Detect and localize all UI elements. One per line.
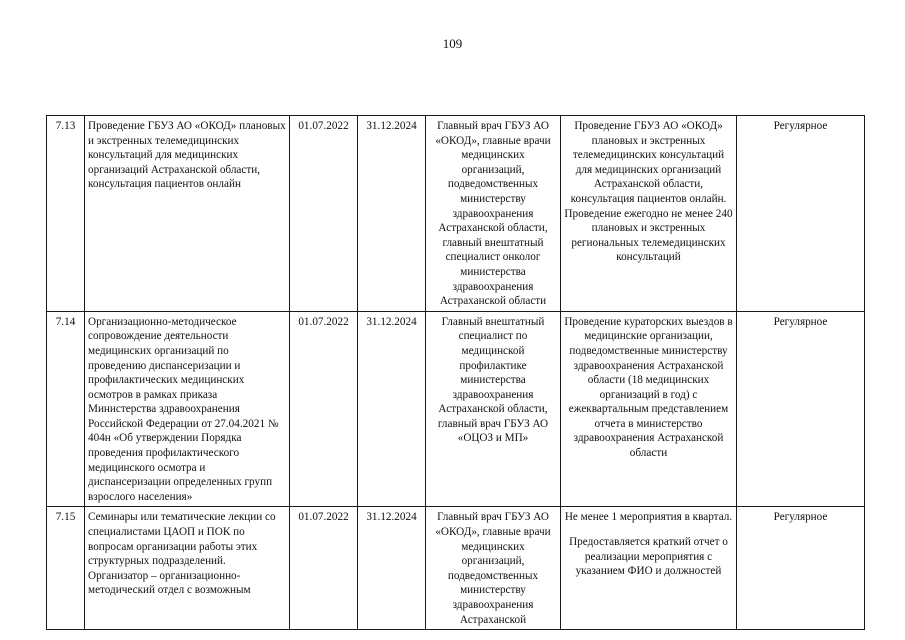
start-date: 01.07.2022 xyxy=(290,507,358,630)
result-note: Предоставляется краткий отчет о реализации мероприятия с указанием ФИО и должностей xyxy=(569,536,728,578)
page-number: 109 xyxy=(442,36,463,51)
periodicity: Регулярное xyxy=(737,116,865,312)
responsible: Главный внештатный специалист по медицинской профилактике министерства здравоохранения Астраханской области, главный врач ГБУЗ АО «ОЦОЗ и МП» xyxy=(426,311,561,507)
expected-result xyxy=(561,311,737,507)
activities-table xyxy=(46,115,865,630)
activity-name: Семинары или тематические лекции со специалистами ЦАОП и ПОК по вопросам организации работы этих структурных подразделений. Организатор – организационно-методический отдел с возможным xyxy=(85,507,290,630)
row-number: 7.15 xyxy=(47,507,85,630)
periodicity: Регулярное xyxy=(737,507,865,630)
activity-name: Организационно-методическое сопровождение деятельности медицинских организаций по проведению диспансеризации и профилактических медицинских осмотров в рамках приказа Министерства здравоохранения Российской Федерации от 27.04.2021 № 404н «Об утверждении Порядка проведения профилактического медицинского осмотра и диспансеризации определенных групп взрослого населения» xyxy=(85,311,290,507)
table-row xyxy=(47,507,865,630)
responsible: Главный врач ГБУЗ АО «ОКОД», главные врачи медицинских организаций, подведомственных министерству здравоохранения Астраханской области, главный внештатный специалист онколог министерства здравоохранения Астраханской области xyxy=(426,116,561,312)
responsible: Главный врач ГБУЗ АО «ОКОД», главные врачи медицинских организаций, подведомственных министерству здравоохранения Астраханской xyxy=(426,507,561,630)
row-number: 7.14 xyxy=(47,311,85,507)
expected-result xyxy=(561,507,737,630)
row-number: 7.13 xyxy=(47,116,85,312)
start-date: 01.07.2022 xyxy=(290,311,358,507)
end-date: 31.12.2024 xyxy=(358,311,426,507)
result-text: Проведение кураторских выездов в медицинские организации, подведомственные министерству здравоохранения Астраханской области (18 медицинских организаций в год) с ежеквартальным представлением отчета в министерство здравоохранения Астраханской области xyxy=(564,315,733,460)
table-row xyxy=(47,311,865,507)
end-date: 31.12.2024 xyxy=(358,507,426,630)
result-text: Не менее 1 мероприятия в квартал. xyxy=(564,511,733,524)
expected-result xyxy=(561,116,737,312)
end-date: 31.12.2024 xyxy=(358,116,426,312)
activity-name: Проведение ГБУЗ АО «ОКОД» плановых и экстренных телемедицинских консультаций для медицинских организаций Астраханской области, консультация пациентов онлайн xyxy=(85,116,290,312)
table-row xyxy=(47,116,865,312)
start-date: 01.07.2022 xyxy=(290,116,358,312)
result-text: Проведение ГБУЗ АО «ОКОД» плановых и экстренных телемедицинских консультаций для медицинских организаций Астраханской области, консультация пациентов онлайн. Проведение ежегодно не менее 240 плановых и экстренных региональных телемедицинских консультаций xyxy=(564,120,733,264)
periodicity: Регулярное xyxy=(737,311,865,507)
